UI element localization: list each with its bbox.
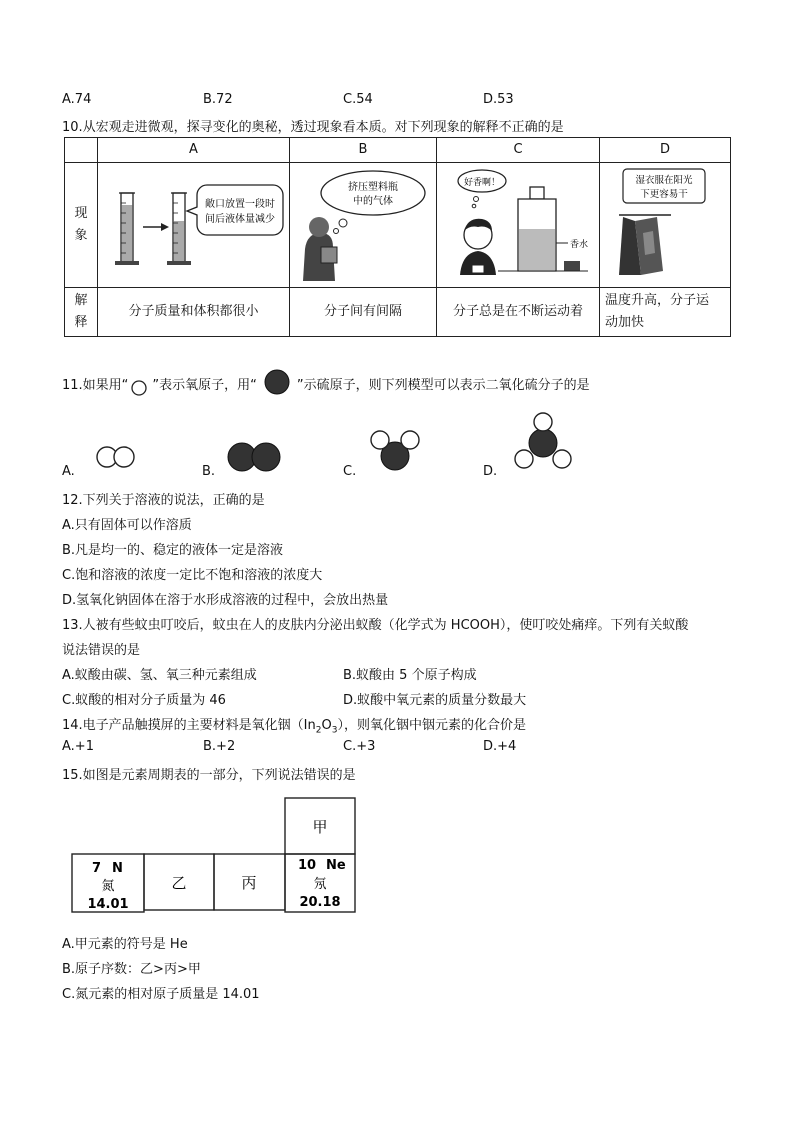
q13-option-b: B.蚁酸由 5 个原子构成	[343, 668, 477, 683]
q13-option-c: C.蚁酸的相对分子质量为 46	[62, 693, 226, 708]
q11-option-b-label: B.	[202, 464, 216, 479]
svg-text:下更容易干: 下更容易干	[640, 189, 688, 200]
q10-image-c	[437, 163, 600, 288]
q11-option-a-label: A.	[62, 464, 75, 479]
cell-n-symbol: N	[112, 861, 123, 876]
cell-n-name: 氮	[101, 879, 115, 894]
person-squeezing-bottle-icon	[303, 217, 337, 281]
q11-option-d-label: D.	[483, 464, 498, 479]
q13-stem-line1: 13.人被有些蚊虫叮咬后，蚊虫在人的皮肤内分泌出蚁酸（化学式为 HCOOH），使叮咬处痛痒。下列有关蚁酸	[62, 618, 689, 633]
svg-text:敞口放置一段时: 敞口放置一段时	[204, 199, 275, 210]
arrow-right-icon	[143, 223, 169, 231]
q10-row-label-phenomenon: 现 象	[65, 163, 98, 288]
q10-image-d	[600, 163, 731, 288]
cell-ne-name: 氖	[313, 877, 327, 892]
q9-option-a: A.74	[62, 92, 92, 107]
cylinder-reduced-icon	[167, 193, 191, 265]
cell-jia: 甲	[312, 818, 328, 836]
q13-option-a: A.蚁酸由碳、氢、氧三种元素组成	[62, 668, 257, 683]
svg-text:香水: 香水	[570, 240, 589, 250]
q13-option-d: D.蚁酸中氧元素的质量分数最大	[343, 693, 527, 708]
q15-option-a: A.甲元素的符号是 He	[62, 937, 188, 952]
q10-header-a: A	[98, 138, 290, 163]
q14-stem: 14.电子产品触摸屏的主要材料是氧化铟$(In_2O_3)$，则氧化铟中铟元素的化合价是	[62, 718, 526, 736]
q10-explanation-b: 分子间有间隔	[290, 288, 437, 337]
cylinder-evaporation-illustration	[99, 163, 289, 283]
oxygen-atom-icon	[128, 377, 150, 399]
cell-n-mass: 14.01	[87, 897, 129, 912]
model-d-sulfur-trioxide-icon	[510, 410, 574, 472]
svg-text:湿衣服在阳光: 湿衣服在阳光	[635, 175, 693, 186]
cell-ne-number: 10	[298, 858, 317, 873]
q10-explanation-d: 温度升高，分子运 动加快	[600, 288, 731, 337]
q10-image-b	[290, 163, 437, 288]
q13-stem-line2: 说法错误的是	[62, 643, 141, 658]
speech-bubble-d	[623, 169, 705, 203]
q14-option-b: B.+2	[203, 739, 236, 754]
q9-option-b: B.72	[203, 92, 233, 107]
q12-stem: 12.下列关于溶液的说法，正确的是	[62, 493, 265, 508]
cylinder-full-icon	[115, 193, 139, 265]
svg-text:中的气体: 中的气体	[352, 196, 393, 207]
q14-option-d: D.+4	[483, 739, 517, 754]
cell-n-number: 7	[92, 861, 102, 876]
periodic-table-fragment	[70, 796, 366, 918]
q12-option-d: D.氢氧化钠固体在溶于水形成溶液的过程中，会放出热量	[62, 593, 389, 608]
hanging-clothes-icon	[619, 215, 671, 275]
q10-stem: 10.从宏观走进微观，探寻变化的奥秘，透过现象看本质。对下列现象的解释不正确的是	[62, 120, 564, 135]
q9-option-c: C.54	[343, 92, 373, 107]
q12-option-c: C.饱和溶液的浓度一定比不饱和溶液的浓度大	[62, 568, 323, 583]
q11-option-c-label: C.	[343, 464, 357, 479]
clothes-drying-illustration	[601, 163, 729, 283]
sulfur-atom-icon	[262, 367, 292, 397]
speech-bubble-c	[458, 170, 506, 208]
cell-bing: 丙	[241, 874, 257, 892]
svg-text:间后液体量减少: 间后液体量减少	[204, 214, 275, 225]
q10-image-a	[98, 163, 290, 288]
q10-row-label-explanation: 解 释	[65, 288, 98, 337]
q10-table	[64, 137, 731, 337]
q12-option-a: A.只有固体可以作溶质	[62, 518, 192, 533]
squeeze-bottle-illustration	[291, 163, 436, 283]
q15-option-b: B.原子序数：乙>丙>甲	[62, 962, 201, 977]
model-c-sulfur-dioxide-icon	[364, 424, 426, 476]
q10-corner-cell	[65, 138, 98, 163]
q10-explanation-a: 分子质量和体积都很小	[98, 288, 290, 337]
perfume-smell-illustration	[438, 163, 598, 283]
q15-stem: 15.如图是元素周期表的一部分，下列说法错误的是	[62, 768, 356, 783]
q10-header-d: D	[600, 138, 731, 163]
perfume-bottle-icon	[498, 187, 588, 271]
q15-option-c: C.氮元素的相对原子质量是 14.01	[62, 987, 260, 1002]
q11-stem: 11.如果用“ ”表示氧原子，用“ ”示硫原子，则下列模型可以表示二氧化硫分子的是	[62, 374, 590, 393]
thought-cloud-b	[321, 171, 425, 234]
speech-bubble-a	[187, 185, 283, 235]
cell-ne-mass: 20.18	[299, 895, 341, 910]
q14-option-c: C.+3	[343, 739, 376, 754]
model-b-two-sulfur-icon	[224, 440, 288, 474]
q10-header-b: B	[290, 138, 437, 163]
q10-header-c: C	[437, 138, 600, 163]
svg-text:好香啊！: 好香啊！	[463, 178, 501, 188]
svg-text:挤压塑料瓶: 挤压塑料瓶	[347, 182, 398, 193]
model-a-two-oxygen-icon	[92, 440, 142, 472]
boy-face-icon	[460, 219, 496, 275]
cell-yi: 乙	[171, 874, 187, 892]
q14-option-a: A.+1	[62, 739, 94, 754]
q12-option-b: B.凡是均一的、稳定的液体一定是溶液	[62, 543, 284, 558]
q10-explanation-c: 分子总是在不断运动着	[437, 288, 600, 337]
q9-option-d: D.53	[483, 92, 514, 107]
cell-ne-symbol: Ne	[326, 858, 346, 873]
